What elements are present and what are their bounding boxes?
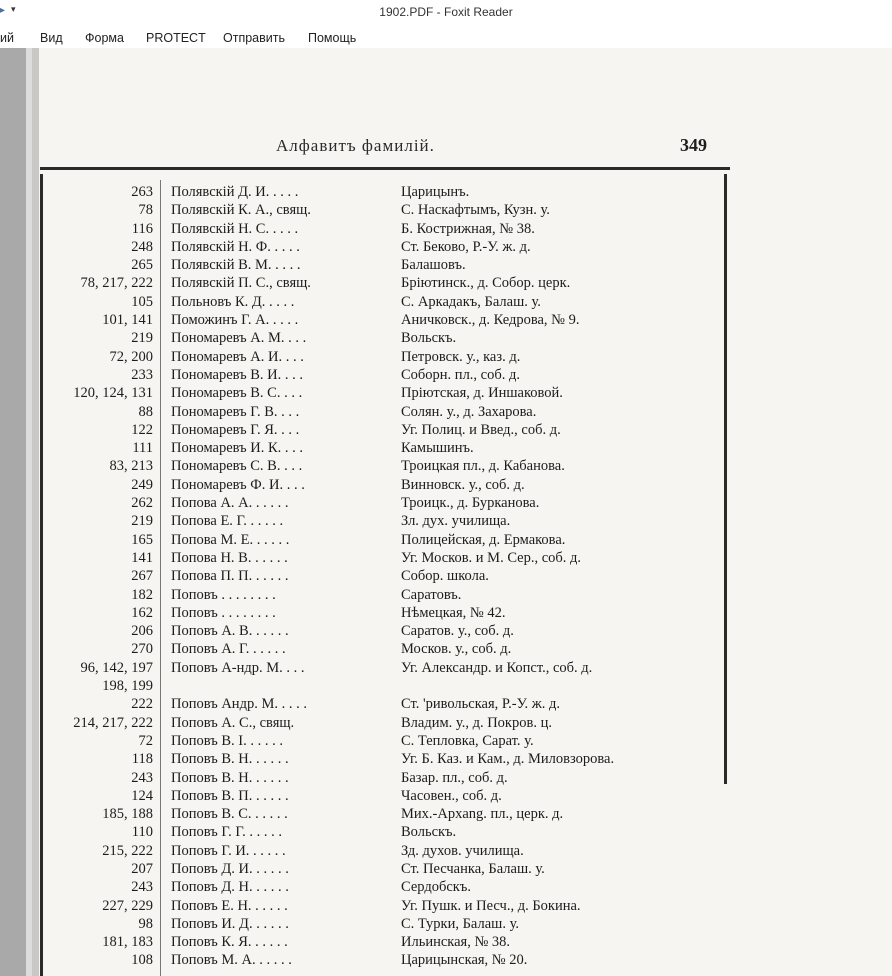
page-refs: 88 <box>138 403 153 420</box>
table-row <box>43 439 743 457</box>
table-row <box>43 860 743 878</box>
table-row <box>43 220 743 238</box>
table-row <box>43 951 743 969</box>
table-row <box>43 714 743 732</box>
table-row <box>43 897 743 915</box>
menu-item-view[interactable]: Вид <box>40 31 63 45</box>
running-head: Алфавитъ фамилій. <box>276 136 435 155</box>
page-refs: 111 <box>132 440 153 457</box>
address: Саратовъ. <box>401 586 462 603</box>
page-refs: 105 <box>131 293 153 310</box>
page-refs: 248 <box>131 238 153 255</box>
person-name: Поповъ Андр. М. . . . . <box>171 696 307 713</box>
page-refs: 207 <box>131 860 153 877</box>
quick-access-dropdown-icon[interactable]: ▾ <box>11 5 16 15</box>
table-row <box>43 366 743 384</box>
address: Балашовъ. <box>401 257 466 274</box>
address: Ст. 'ривольская, Р.-У. ж. д. <box>401 696 560 713</box>
person-name: Поповъ Г. Г. . . . . . <box>171 824 282 841</box>
page-refs: 116 <box>131 220 153 237</box>
person-name: Полявскій П. С., свящ. <box>171 275 311 292</box>
page-refs: 227, 229 <box>102 897 153 914</box>
address: Пріютская, д. Иншаковой. <box>401 385 563 402</box>
address: Сердобскъ. <box>401 879 471 896</box>
address: Ильинская, № 38. <box>401 934 511 951</box>
page-refs: 198, 199 <box>102 678 153 695</box>
table-row <box>43 622 743 640</box>
table-row <box>43 769 743 787</box>
redo-arrow-icon[interactable]: ▸ <box>0 5 6 16</box>
address: Вольскъ. <box>401 824 457 841</box>
table-row <box>43 604 743 622</box>
table-row <box>43 494 743 512</box>
table-row <box>43 512 743 530</box>
page-refs: 120, 124, 131 <box>73 385 153 402</box>
address: Москов. у., соб. д. <box>401 641 512 658</box>
left-panel <box>0 48 26 976</box>
address: С. Аркадакъ, Балаш. у. <box>401 293 541 310</box>
table-row <box>43 457 743 475</box>
table-row <box>43 640 743 658</box>
address: Б. Кострижная, № 38. <box>401 220 535 237</box>
menu-item-protect[interactable]: PROTECT <box>146 31 206 45</box>
address: Уг. Б. Каз. и Кам., д. Миловзорова. <box>401 751 615 768</box>
address: Винновск. у., соб. д. <box>401 476 525 493</box>
page-refs: 243 <box>131 879 153 896</box>
address: С. Наскафтымъ, Кузн. у. <box>401 202 550 219</box>
page-refs: 185, 188 <box>102 806 153 823</box>
address: Уг. Полиц. и Введ., соб. д. <box>401 421 561 438</box>
page-refs: 78 <box>138 202 153 219</box>
address: Бріютинск., д. Собор. церк. <box>401 275 571 292</box>
page-number: 349 <box>680 135 707 155</box>
person-name: Пономаревъ И. К. . . . <box>171 440 304 457</box>
person-name: Поповъ А. С., свящ. <box>171 714 295 731</box>
address: Солян. у., д. Захарова. <box>401 403 537 420</box>
person-name: Попова Е. Г. . . . . . <box>171 513 284 530</box>
page-refs: 141 <box>131 549 153 566</box>
person-name: Полявскій Д. И. . . . . <box>171 184 299 200</box>
table-row <box>43 695 743 713</box>
address: Аничковск., д. Кедрова, № 9. <box>401 312 580 329</box>
table-row <box>43 842 743 860</box>
person-name: Поповъ В. I. . . . . . <box>171 732 283 749</box>
address: Базар. пл., соб. д. <box>401 769 508 786</box>
table-row <box>43 549 743 567</box>
page-refs: 262 <box>131 495 153 512</box>
address: Саратов. у., соб. д. <box>401 623 514 640</box>
address: Полицейская, д. Ермакова. <box>401 531 566 548</box>
address: Троицкая пл., д. Кабанова. <box>401 458 565 475</box>
menu-item-partial[interactable]: ий <box>0 31 14 45</box>
address: Вольскъ. <box>401 330 457 347</box>
address: Уг. Александр. и Копст., соб. д. <box>401 659 593 676</box>
address: Зд. духов. училища. <box>401 842 524 859</box>
table-row <box>43 421 743 439</box>
page-refs: 165 <box>131 531 153 548</box>
person-name: Пономаревъ А. М. . . . <box>171 330 307 347</box>
address: Петровск. у., каз. д. <box>401 348 521 365</box>
page-refs: 219 <box>131 513 153 530</box>
address: Собор. школа. <box>401 568 489 585</box>
person-name: Пономаревъ А. И. . . . <box>171 348 304 365</box>
address: Царицынская, № 20. <box>401 952 528 969</box>
person-name: Полявскій К. А., свящ. <box>171 202 311 219</box>
person-name: Поповъ А-ндр. М. . . . <box>171 659 305 676</box>
table-row <box>43 274 743 292</box>
person-name: Пономаревъ Г. В. . . . <box>171 403 300 420</box>
person-name: Попова А. А. . . . . . <box>171 495 289 512</box>
person-name: Пономаревъ С. В. . . . <box>171 458 303 475</box>
top-rule <box>40 167 730 170</box>
page-refs: 222 <box>131 696 153 713</box>
menu-item-send[interactable]: Отправить <box>223 31 285 45</box>
person-name: Полявскій В. М. . . . . <box>171 257 301 274</box>
person-name: Поповъ А. Г. . . . . . <box>171 641 286 658</box>
table-row <box>43 787 743 805</box>
person-name: Поповъ . . . . . . . . <box>171 604 276 621</box>
table-row <box>43 476 743 494</box>
page-refs: 162 <box>131 604 153 621</box>
person-name: Пономаревъ В. И. . . . <box>171 366 304 383</box>
page-refs: 96, 142, 197 <box>80 659 153 676</box>
person-name: Полявскій Н. Ф. . . . . <box>171 238 300 255</box>
person-name: Поповъ Е. Н. . . . . . <box>171 897 288 914</box>
page-refs: 182 <box>131 586 153 603</box>
person-name: Поповъ Г. И. . . . . . <box>171 842 286 859</box>
menu-item-help[interactable]: Помощь <box>308 31 357 45</box>
table-row <box>43 293 743 311</box>
person-name: Поповъ В. Н. . . . . . <box>171 769 289 786</box>
person-name: Пономаревъ Г. Я. . . . <box>171 421 300 438</box>
person-name: Попова Н. В. . . . . . <box>171 549 288 566</box>
address: Ст. Беково, Р.-У. ж. д. <box>401 238 531 255</box>
directory-table <box>43 183 743 970</box>
person-name: Поповъ А. В. . . . . . <box>171 623 289 640</box>
page-refs: 122 <box>131 421 153 438</box>
person-name: Попова П. П. . . . . . <box>171 568 289 585</box>
table-row <box>43 311 743 329</box>
table-row <box>43 201 743 219</box>
table-row <box>43 348 743 366</box>
person-name: Поповъ . . . . . . . . <box>171 586 276 603</box>
address: Камышинъ. <box>401 440 474 457</box>
person-name: Поповъ Д. И. . . . . . <box>171 860 289 877</box>
page-refs: 98 <box>138 915 153 932</box>
person-name: Поповъ М. А. . . . . . <box>171 952 292 969</box>
page-refs: 72 <box>138 732 153 749</box>
page-refs: 101, 141 <box>102 312 153 329</box>
page-refs: 270 <box>131 641 153 658</box>
page-refs: 215, 222 <box>102 842 153 859</box>
table-row <box>43 238 743 256</box>
person-name: Польновъ К. Д. . . . . <box>171 293 295 310</box>
table-row <box>43 403 743 421</box>
table-row <box>43 329 743 347</box>
table-row <box>43 531 743 549</box>
address: Зл. дух. училища. <box>401 513 511 530</box>
table-row <box>43 732 743 750</box>
page-refs: 265 <box>131 257 153 274</box>
table-row <box>43 256 743 274</box>
address: Ст. Песчанка, Балаш. у. <box>401 860 545 877</box>
page-refs: 83, 213 <box>109 458 153 475</box>
table-row <box>43 805 743 823</box>
page-refs: 263 <box>131 184 153 200</box>
table-row <box>43 915 743 933</box>
page-refs: 267 <box>131 568 153 585</box>
page-refs: 78, 217, 222 <box>80 275 153 292</box>
person-name: Поможинъ Г. А. . . . . <box>171 312 299 329</box>
page-refs: 219 <box>131 330 153 347</box>
address: Часовен., соб. д. <box>401 787 502 804</box>
person-name: Полявскій Н. С. . . . . <box>171 220 299 237</box>
person-name: Поповъ К. Я. . . . . . <box>171 934 288 951</box>
page-refs: 108 <box>131 952 153 969</box>
address: Уг. Москов. и М. Сер., соб. д. <box>401 549 582 566</box>
address: Троицк., д. Бурканова. <box>401 495 540 512</box>
menu-bar <box>0 28 892 48</box>
address: Соборн. пл., соб. д. <box>401 366 520 383</box>
table-row <box>43 677 743 695</box>
person-name: Поповъ В. П. . . . . . <box>171 787 289 804</box>
person-name: Поповъ И. Д. . . . . . <box>171 915 289 932</box>
page-refs: 72, 200 <box>109 348 153 365</box>
address: Уг. Пушк. и Песч., д. Бокина. <box>401 897 581 914</box>
menu-item-form[interactable]: Форма <box>85 31 124 45</box>
page-refs: 233 <box>131 366 153 383</box>
person-name: Попова М. Е. . . . . . <box>171 531 290 548</box>
address: Владим. у., д. Покров. ц. <box>401 714 552 731</box>
table-row <box>43 183 743 201</box>
table-row <box>43 933 743 951</box>
page-refs: 118 <box>131 751 153 768</box>
page-binding-shadow <box>32 48 39 976</box>
address: Мих.-Архang. пл., церк. д. <box>401 806 564 823</box>
page-refs: 214, 217, 222 <box>73 714 153 731</box>
page-refs: 181, 183 <box>102 934 153 951</box>
window-title: 1902.PDF - Foxit Reader <box>379 5 513 19</box>
page-refs: 124 <box>131 787 153 804</box>
person-name: Поповъ В. Н. . . . . . <box>171 751 289 768</box>
table-row <box>43 384 743 402</box>
table-row <box>43 878 743 896</box>
table-row <box>43 567 743 585</box>
table-row <box>43 823 743 841</box>
address: Царицынъ. <box>401 184 470 200</box>
page-refs: 243 <box>131 769 153 786</box>
person-name: Поповъ Д. Н. . . . . . <box>171 879 289 896</box>
address: Нѣмецкая, № 42. <box>401 604 506 621</box>
table-row <box>43 659 743 677</box>
title-bar <box>0 0 892 24</box>
page-refs: 249 <box>131 476 153 493</box>
address: С. Турки, Балаш. у. <box>401 915 520 932</box>
table-row <box>43 750 743 768</box>
person-name: Пономаревъ В. С. . . . <box>171 385 303 402</box>
person-name: Пономаревъ Ф. И. . . . <box>171 476 305 493</box>
page-refs: 110 <box>131 824 153 841</box>
table-row <box>43 586 743 604</box>
address: С. Тепловка, Сарат. у. <box>401 732 534 749</box>
page-refs: 206 <box>131 623 153 640</box>
person-name: Поповъ В. С. . . . . . <box>171 806 288 823</box>
